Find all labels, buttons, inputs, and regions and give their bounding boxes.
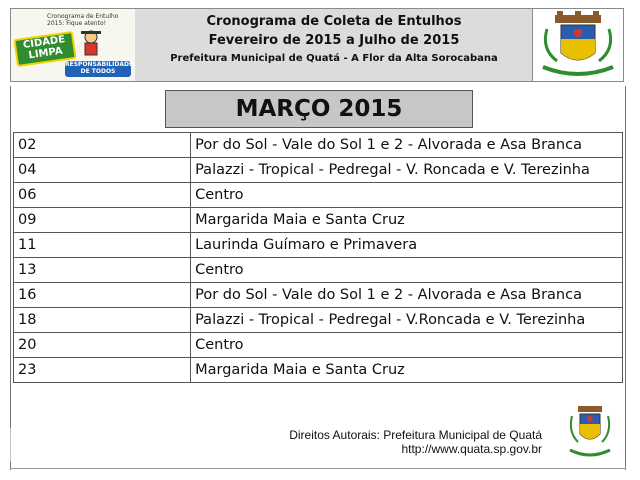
schedule-row — [14, 258, 623, 283]
bottom-divider — [10, 468, 626, 469]
schedule-day: 16 — [14, 283, 191, 308]
logo-small-title: Cronograma de Entulho 2015: Fique atento! — [47, 13, 119, 27]
schedule-day: 18 — [14, 308, 191, 333]
page-header — [10, 8, 624, 82]
coat-of-arms-icon — [533, 9, 623, 81]
schedule-body — [14, 133, 623, 383]
header-title-block — [135, 9, 533, 81]
responsibility-badge: RESPONSABILIDADE DE TODOS — [65, 61, 134, 75]
schedule-table — [13, 132, 623, 383]
schedule-row — [14, 158, 623, 183]
schedule-neighborhoods: Centro — [191, 258, 623, 283]
schedule-row — [14, 208, 623, 233]
schedule-day: 23 — [14, 358, 191, 383]
schedule-neighborhoods: Laurinda Guímaro e Primavera — [191, 233, 623, 258]
schedule-row — [14, 233, 623, 258]
header-period: Fevereiro de 2015 a Julho de 2015 — [208, 33, 460, 48]
schedule-neighborhoods: Palazzi - Tropical - Pedregal - V. Roncada e V. Terezinha — [191, 158, 623, 183]
schedule-day: 11 — [14, 233, 191, 258]
schedule-row — [14, 358, 623, 383]
schedule-row — [14, 183, 623, 208]
coat-of-arms-icon — [564, 402, 616, 460]
schedule-neighborhoods: Centro — [191, 333, 623, 358]
schedule-neighborhoods: Margarida Maia e Santa Cruz — [191, 358, 623, 383]
schedule-neighborhoods: Palazzi - Tropical - Pedregal - V.Roncada e V. Terezinha — [191, 308, 623, 333]
schedule-neighborhoods: Centro — [191, 183, 623, 208]
schedule-row — [14, 333, 623, 358]
mascot-icon — [77, 29, 105, 59]
cidade-limpa-logo — [11, 9, 136, 81]
schedule-day: 20 — [14, 333, 191, 358]
copyright-text: Direitos Autorais: Prefeitura Municipal de Quatá — [289, 428, 542, 442]
schedule-neighborhoods: Por do Sol - Vale do Sol 1 e 2 - Alvorada e Asa Branca — [191, 133, 623, 158]
schedule-day: 04 — [14, 158, 191, 183]
month-title: MARÇO 2015 — [165, 90, 473, 128]
copyright-notice — [289, 428, 542, 456]
header-title: Cronograma de Coleta de Entulhos — [206, 14, 462, 29]
schedule-neighborhoods: Por do Sol - Vale do Sol 1 e 2 - Alvorada e Asa Branca — [191, 283, 623, 308]
header-subtitle: Prefeitura Municipal de Quatá - A Flor da Alta Sorocabana — [170, 53, 498, 64]
schedule-row — [14, 133, 623, 158]
schedule-day: 13 — [14, 258, 191, 283]
schedule-neighborhoods: Margarida Maia e Santa Cruz — [191, 208, 623, 233]
schedule-day: 02 — [14, 133, 191, 158]
schedule-row — [14, 283, 623, 308]
schedule-frame — [10, 86, 626, 470]
schedule-day: 09 — [14, 208, 191, 233]
schedule-row — [14, 308, 623, 333]
website-url: http://www.quata.sp.gov.br — [401, 442, 542, 456]
schedule-day: 06 — [14, 183, 191, 208]
coat-of-arms — [532, 9, 623, 81]
cidade-limpa-badge: CIDADE LIMPA — [13, 31, 76, 67]
